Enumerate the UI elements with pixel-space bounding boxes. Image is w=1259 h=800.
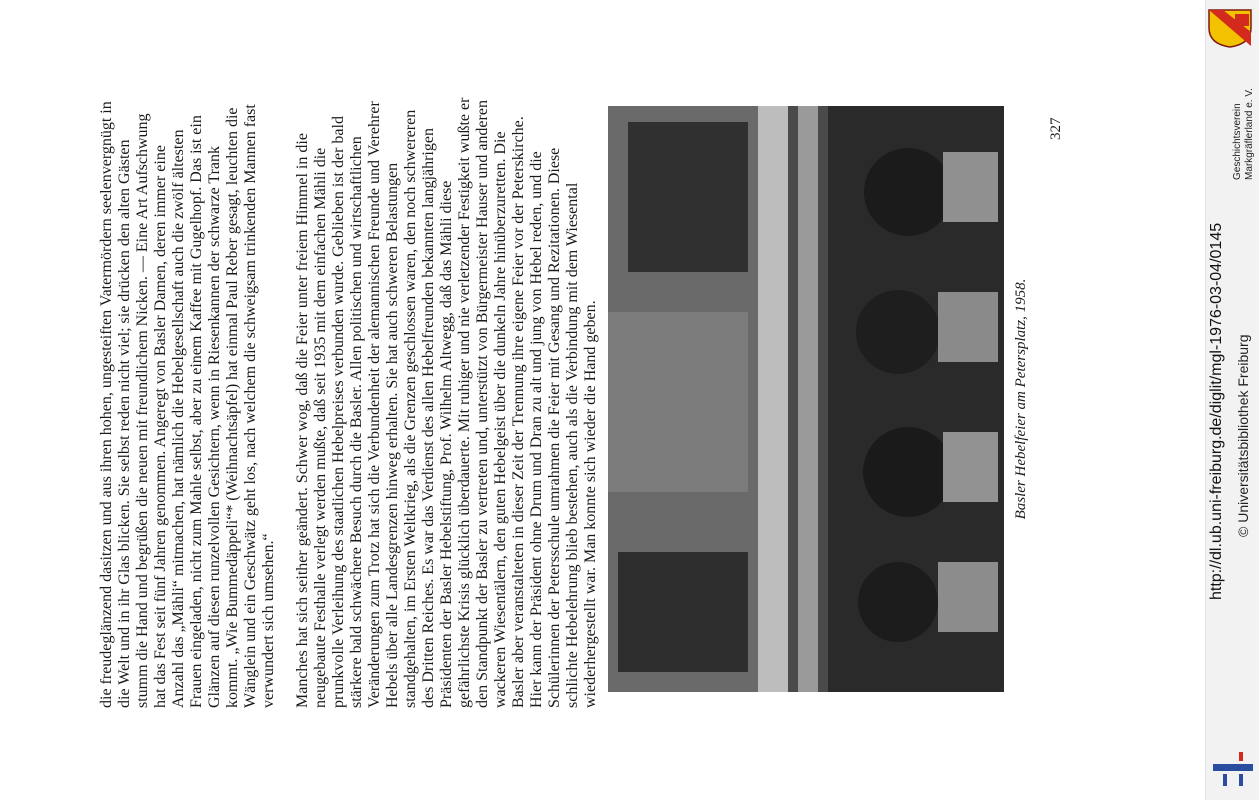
society-crest-icon bbox=[1207, 8, 1253, 48]
society-name-line2: Markgräflerland e. V. bbox=[1244, 88, 1255, 180]
page-number: 327 bbox=[1048, 117, 1064, 140]
copyright-notice: © Universitätsbibliothek Freiburg bbox=[1235, 334, 1251, 537]
document-url-link[interactable]: http://dl.ub.uni-freiburg.de/diglit/mgl-1976-03-04/0145 bbox=[1208, 222, 1225, 600]
paragraph-1: die freudeglänzend dasitzen und aus ihren hohen, ungesteiften Vatermördern seelenvergnügt in die Welt und in ihr Glas blicken. Sie selbst reden nicht viel; sie drücken den alten Gästen stumm die Hand und begrüßen die neuen mit freundlichem Nicken. — Eine Art Aufschwung hat das Fest seit fünf Jahren genommen. Angeregt von Basler Damen, deren immer eine Anzahl das „Mähli“ mitmachen, hat nämlich die Hebelgesellschaft auch die zwölf ältesten Frauen eingeladen, nicht zum Mahle selbst, aber zu einem Kaffee mit Gugelhopf. Das ist ein Glänzen auf diesen runzelvollen Gesichtern, wenn in Riesenkannen der schwarze Trank kommt. „Wie Bummedäppeli“* (Weihnachtsäpfel) hat einmal Paul Reber gesagt, leuchten die Wänglein und ein Geschwätz geht los, nach welchem die schweigsam trinkenden Mannen fast verwundert sich umsehen.“ bbox=[98, 101, 277, 708]
figure-caption: Basler Hebelfeier am Petersplatz, 1958. bbox=[1013, 278, 1029, 520]
photo-hebelfeier bbox=[608, 106, 1004, 692]
body-text bbox=[82, 96, 616, 708]
photo-illustration bbox=[608, 106, 1004, 692]
university-library-logo-icon bbox=[1213, 750, 1253, 786]
society-name-line1: Geschichtsverein bbox=[1232, 103, 1243, 180]
paragraph-2: Manches hat sich seither geändert. Schwer wog, daß die Feier unter freiem Himmel in die neugebaute Festhalle verlegt werden mußte, daß seit 1935 mit dem einfachen Mähli die prunkvolle Verleihung des staatlichen Hebelpreises verbunden wurde. Geblieben ist der bald stärkere bald schwächere Besuch durch die Basler. Allen politischen und wirtschaftlichen Veränderungen zum Trotz hat sich die Verbundenheit der alemannischen Freunde und Verehrer Hebels über alle Landesgrenzen hinweg erhalten. Sie hat auch schweren Belastungen standgehalten, im Ersten Weltkrieg, als die Grenzen geschlossen waren, den noch schwereren des Dritten Reiches. Es war das Verdienst des allen Hebelfreunden bekannten langjährigen Präsidenten der Basler Hebelstiftung, Prof. Wilhelm Altwegg, daß das Mähli diese gefährlichste Krisis glücklich überdauerte. Mit ruhiger und nie verletzender Festigkeit wußte er den Standpunkt der Basler zu vertreten und, unterstützt von Bürgermeister Hauser und anderen wackeren Wiesentälern, den guten Hebelgeist über die dunkeln Jahre hinüberzuretten. Die Basler aber veranstalteten in dieser Zeit der Trennung ihre eigene Feier vor der Peterskirche. Hier kann der Präsident ohne Drum und Dran zu alt und jung von Hebel reden, und die Schülerinnen der Petersschule umrahmen die Feier mit Gesang und Rezitationen. Diese schlichte Hebelehrung blieb bestehen, auch als die Verbindung mit dem Wiesental wiederhergestellt war. Man konnte sich wieder die Hand geben. bbox=[294, 97, 599, 708]
